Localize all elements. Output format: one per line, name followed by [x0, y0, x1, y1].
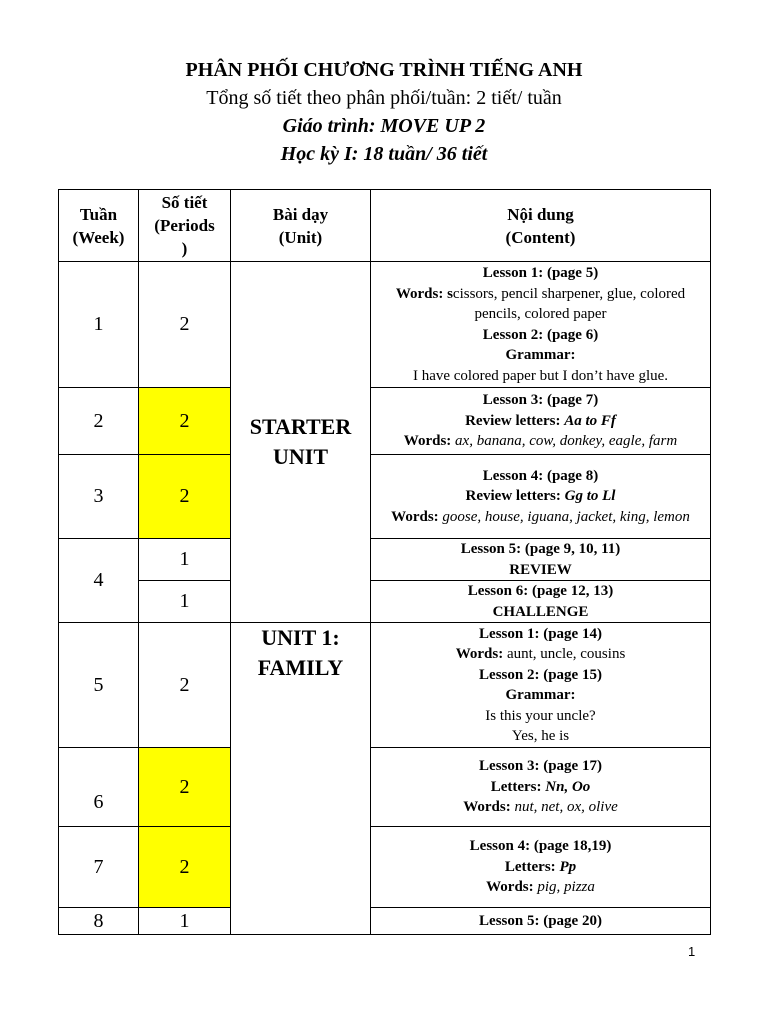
week-cell: 6 — [59, 748, 139, 827]
header-week: Tuần (Week) — [59, 190, 139, 262]
week-cell: 1 — [59, 262, 139, 388]
curriculum-table — [58, 189, 711, 935]
document-header — [0, 56, 768, 168]
week-cell: 3 — [59, 455, 139, 539]
periods-cell-highlighted: 2 — [139, 827, 231, 908]
table-row — [59, 827, 711, 908]
content-cell: Lesson 1: (page 14) Words: aunt, uncle, cousins Lesson 2: (page 15) Grammar: Is this your uncle? Yes, he is — [371, 623, 711, 748]
document-title: PHÂN PHỐI CHƯƠNG TRÌNH TIẾNG ANH — [185, 59, 583, 81]
periods-cell: 2 — [139, 262, 231, 388]
content-cell: Lesson 5: (page 9, 10, 11) REVIEW — [371, 539, 711, 581]
periods-per-week: Tổng số tiết theo phân phối/tuần: 2 tiết/ tuần — [206, 87, 562, 109]
header-content: Nội dung (Content) — [371, 190, 711, 262]
week-cell: 5 — [59, 623, 139, 748]
table-row — [59, 455, 711, 539]
periods-cell-highlighted: 2 — [139, 455, 231, 539]
periods-cell: 2 — [139, 623, 231, 748]
page-number: 1 — [688, 944, 696, 959]
content-cell: Lesson 4: (page 8) Review letters: Gg to Ll Words: goose, house, iguana, jacket, king, lemon — [371, 455, 711, 539]
textbook-name: Giáo trình: MOVE UP 2 — [282, 115, 486, 137]
unit-starter: STARTER UNIT — [231, 262, 371, 623]
periods-cell: 1 — [139, 908, 231, 935]
content-cell: Lesson 1: (page 5) Words: scissors, pencil sharpener, glue, colored pencils, colored paper Lesson 2: (page 6) Grammar: I have colored paper but I don’t have glue. — [371, 262, 711, 388]
table-row — [59, 539, 711, 581]
semester-info: Học kỳ I: 18 tuần/ 36 tiết — [280, 143, 488, 165]
week-cell: 4 — [59, 539, 139, 623]
week-cell: 2 — [59, 388, 139, 455]
content-cell: Lesson 4: (page 18,19) Letters: Pp Words: pig, pizza — [371, 827, 711, 908]
content-cell: Lesson 6: (page 12, 13) CHALLENGE — [371, 581, 711, 623]
content-cell: Lesson 3: (page 17) Letters: Nn, Oo Words: nut, net, ox, olive — [371, 748, 711, 827]
table-row — [59, 581, 711, 623]
periods-cell-highlighted: 2 — [139, 388, 231, 455]
table-row — [59, 748, 711, 827]
content-cell: Lesson 5: (page 20) — [371, 908, 711, 935]
table-row — [59, 262, 711, 388]
table-header-row — [59, 190, 711, 262]
table-row — [59, 388, 711, 455]
content-cell: Lesson 3: (page 7) Review letters: Aa to Ff Words: ax, banana, cow, donkey, eagle, farm — [371, 388, 711, 455]
week-cell: 8 — [59, 908, 139, 935]
table-row — [59, 623, 711, 748]
periods-cell: 1 — [139, 539, 231, 581]
unit-family: UNIT 1: FAMILY — [231, 623, 371, 935]
periods-cell: 1 — [139, 581, 231, 623]
periods-cell-highlighted: 2 — [139, 748, 231, 827]
week-cell: 7 — [59, 827, 139, 908]
header-unit: Bài dạy (Unit) — [231, 190, 371, 262]
header-periods: Số tiết (Periods ) — [139, 190, 231, 262]
table-row — [59, 908, 711, 935]
